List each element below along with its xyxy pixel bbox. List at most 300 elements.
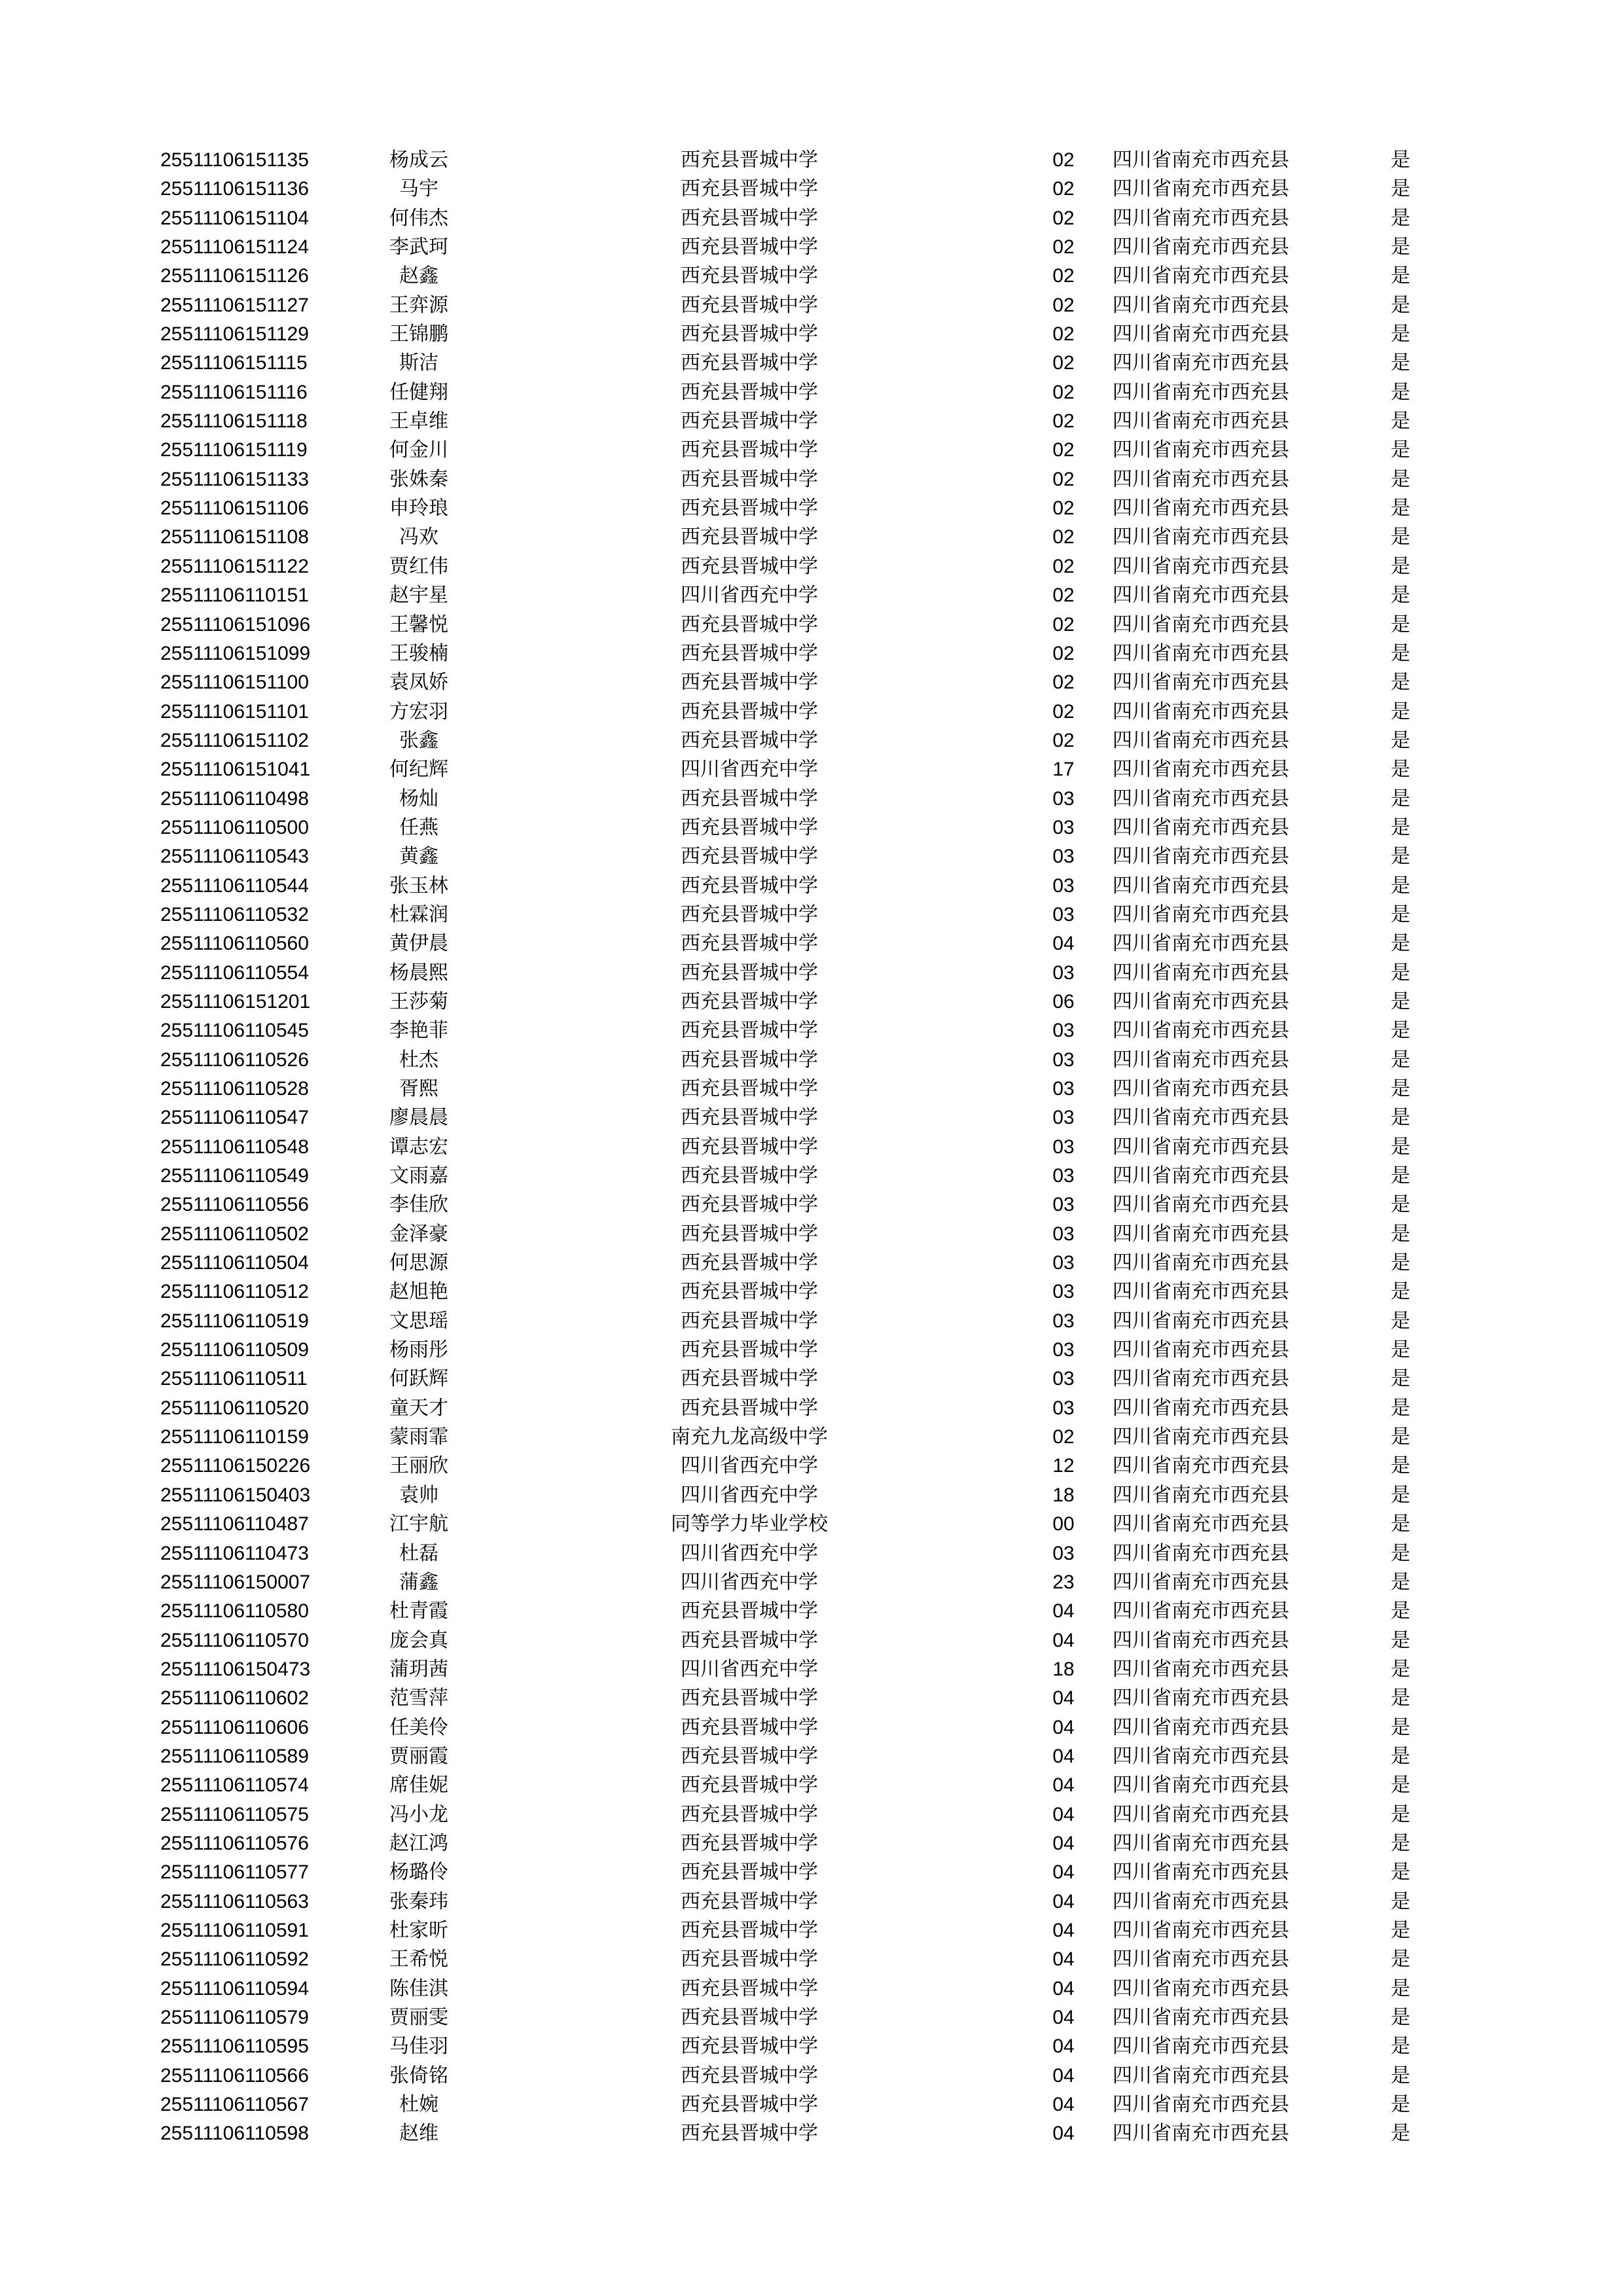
code-cell: 03 [1052, 1165, 1075, 1187]
flag-cell: 是 [1391, 1774, 1410, 1797]
exam-id-cell: 25511106150226 [160, 1455, 311, 1477]
flag-cell: 是 [1391, 932, 1410, 956]
region-cell: 四川省南充市西充县 [1113, 2093, 1289, 2117]
code-cell: 03 [1052, 1107, 1075, 1129]
school-cell: 西充县晋城中学 [681, 1715, 818, 1739]
name-cell: 张玉林 [389, 874, 448, 897]
table-row [0, 262, 1623, 291]
table-row [0, 2062, 1623, 2090]
flag-cell: 是 [1391, 1338, 1410, 1362]
school-cell: 西充县晋城中学 [681, 323, 818, 346]
exam-id-cell: 25511106110159 [160, 1426, 309, 1448]
code-cell: 04 [1052, 1687, 1075, 1710]
region-cell: 四川省南充市西充县 [1113, 177, 1289, 201]
flag-cell: 是 [1391, 787, 1410, 810]
code-cell: 03 [1052, 1223, 1075, 1245]
name-cell: 杨灿 [399, 787, 438, 810]
name-cell: 杜青霞 [389, 1600, 448, 1623]
exam-id-cell: 25511106110591 [160, 1919, 309, 1941]
exam-id-cell: 25511106110570 [160, 1629, 309, 1651]
region-cell: 四川省南充市西充县 [1113, 2064, 1289, 2087]
name-cell: 杜杰 [399, 1048, 438, 1071]
school-cell: 四川省西充中学 [681, 1657, 818, 1681]
school-cell: 四川省西充中学 [681, 584, 818, 607]
flag-cell: 是 [1391, 1628, 1410, 1652]
table-row [0, 494, 1623, 523]
flag-cell: 是 [1391, 410, 1410, 433]
flag-cell: 是 [1391, 1251, 1410, 1275]
code-cell: 00 [1052, 1513, 1075, 1535]
school-cell: 南充九龙高级中学 [671, 1426, 828, 1449]
flag-cell: 是 [1391, 1687, 1410, 1710]
exam-id-cell: 25511106151106 [160, 497, 309, 520]
table-row [0, 2003, 1623, 2032]
region-cell: 四川省南充市西充县 [1113, 1657, 1289, 1681]
code-cell: 04 [1052, 2064, 1075, 2087]
exam-id-cell: 25511106110520 [160, 1397, 309, 1419]
name-cell: 江宇航 [389, 1513, 448, 1536]
name-cell: 赵维 [399, 2122, 438, 2145]
name-cell: 袁凤娇 [389, 671, 448, 694]
flag-cell: 是 [1391, 526, 1410, 549]
region-cell: 四川省南充市西充县 [1113, 1831, 1289, 1855]
code-cell: 02 [1052, 497, 1075, 520]
school-cell: 四川省西充中学 [681, 1541, 818, 1565]
flag-cell: 是 [1391, 177, 1410, 201]
flag-cell: 是 [1391, 1164, 1410, 1188]
school-cell: 西充县晋城中学 [681, 1164, 818, 1188]
school-cell: 西充县晋城中学 [681, 2093, 818, 2117]
code-cell: 12 [1052, 1455, 1075, 1477]
school-cell: 西充县晋城中学 [681, 1744, 818, 1768]
code-cell: 03 [1052, 961, 1075, 984]
flag-cell: 是 [1391, 1513, 1410, 1536]
school-cell: 西充县晋城中学 [681, 990, 818, 1013]
school-cell: 西充县晋城中学 [681, 177, 818, 201]
region-cell: 四川省南充市西充县 [1113, 554, 1289, 578]
region-cell: 四川省南充市西充县 [1113, 816, 1289, 839]
name-cell: 李艳菲 [389, 1019, 448, 1043]
exam-id-cell: 25511106151127 [160, 294, 309, 316]
school-cell: 西充县晋城中学 [681, 2006, 818, 2029]
flag-cell: 是 [1391, 2093, 1410, 2117]
code-cell: 03 [1052, 787, 1075, 810]
region-cell: 四川省南充市西充县 [1113, 236, 1289, 259]
table-row [0, 1103, 1623, 1132]
region-cell: 四川省南充市西充县 [1113, 526, 1289, 549]
region-cell: 四川省南充市西充县 [1113, 323, 1289, 346]
region-cell: 四川省南充市西充县 [1113, 845, 1289, 869]
exam-id-cell: 25511106110512 [160, 1281, 309, 1303]
code-cell: 03 [1052, 1310, 1075, 1332]
flag-cell: 是 [1391, 467, 1410, 491]
table-row [0, 639, 1623, 668]
flag-cell: 是 [1391, 1861, 1410, 1884]
name-cell: 贾丽雯 [389, 2006, 448, 2029]
exam-id-cell: 25511106110576 [160, 1832, 309, 1854]
school-cell: 西充县晋城中学 [681, 351, 818, 375]
code-cell: 04 [1052, 1803, 1075, 1825]
name-cell: 陈佳淇 [389, 1977, 448, 2000]
region-cell: 四川省南充市西充县 [1113, 932, 1289, 956]
name-cell: 何金川 [389, 439, 448, 462]
region-cell: 四川省南充市西充县 [1113, 1048, 1289, 1071]
name-cell: 李佳欣 [389, 1193, 448, 1217]
table-row [0, 1858, 1623, 1887]
name-cell: 何纪辉 [389, 758, 448, 781]
school-cell: 西充县晋城中学 [681, 1309, 818, 1333]
flag-cell: 是 [1391, 1426, 1410, 1449]
school-cell: 西充县晋城中学 [681, 641, 818, 665]
table-row [0, 611, 1623, 639]
region-cell: 四川省南充市西充县 [1113, 1106, 1289, 1130]
table-row [0, 1191, 1623, 1219]
code-cell: 04 [1052, 1919, 1075, 1941]
school-cell: 西充县晋城中学 [681, 700, 818, 723]
exam-id-cell: 25511106151119 [160, 439, 308, 461]
name-cell: 王卓维 [389, 410, 448, 433]
exam-id-cell: 25511106110592 [160, 1948, 309, 1971]
exam-id-cell: 25511106110567 [160, 2094, 309, 2116]
flag-cell: 是 [1391, 1106, 1410, 1130]
school-cell: 西充县晋城中学 [681, 845, 818, 869]
exam-id-cell: 25511106151101 [160, 700, 309, 723]
school-cell: 西充县晋城中学 [681, 874, 818, 897]
exam-id-cell: 25511106110580 [160, 1600, 309, 1623]
flag-cell: 是 [1391, 351, 1410, 375]
exam-id-cell: 25511106110594 [160, 1977, 309, 2000]
flag-cell: 是 [1391, 2064, 1410, 2087]
region-cell: 四川省南充市西充县 [1113, 1861, 1289, 1884]
school-cell: 西充县晋城中学 [681, 1861, 818, 1884]
table-row [0, 1452, 1623, 1480]
region-cell: 四川省南充市西充县 [1113, 787, 1289, 810]
code-cell: 02 [1052, 584, 1075, 607]
exam-id-cell: 25511106110579 [160, 2007, 309, 2028]
region-cell: 四川省南充市西充县 [1113, 1193, 1289, 1217]
table-row [0, 929, 1623, 958]
table-row [0, 1510, 1623, 1539]
code-cell: 18 [1052, 1484, 1075, 1506]
region-cell: 四川省南充市西充县 [1113, 149, 1289, 171]
name-cell: 赵鑫 [399, 264, 438, 288]
table-row [0, 378, 1623, 407]
table-row [0, 1655, 1623, 1684]
exam-id-cell: 25511106110509 [160, 1339, 309, 1361]
flag-cell: 是 [1391, 1570, 1410, 1594]
flag-cell: 是 [1391, 1803, 1410, 1826]
school-cell: 西充县晋城中学 [681, 1977, 818, 2000]
table-row [0, 1162, 1623, 1191]
code-cell: 03 [1052, 903, 1075, 925]
exam-id-cell: 25511106110502 [160, 1223, 309, 1245]
exam-id-cell: 25511106151133 [160, 468, 309, 490]
table-row [0, 785, 1623, 814]
school-cell: 四川省西充中学 [681, 1454, 818, 1478]
name-cell: 王骏楠 [389, 641, 448, 665]
region-cell: 四川省南充市西充县 [1113, 1918, 1289, 1942]
flag-cell: 是 [1391, 1744, 1410, 1768]
school-cell: 西充县晋城中学 [681, 1106, 818, 1130]
region-cell: 四川省南充市西充县 [1113, 497, 1289, 520]
flag-cell: 是 [1391, 700, 1410, 723]
school-cell: 西充县晋城中学 [681, 1280, 818, 1304]
school-cell: 西充县晋城中学 [681, 526, 818, 549]
exam-id-cell: 25511106151116 [160, 381, 308, 403]
table-row [0, 2119, 1623, 2148]
flag-cell: 是 [1391, 2035, 1410, 2058]
code-cell: 03 [1052, 1049, 1075, 1071]
code-cell: 02 [1052, 526, 1075, 548]
name-cell: 马宇 [399, 177, 438, 201]
flag-cell: 是 [1391, 758, 1410, 781]
table-row [0, 1829, 1623, 1858]
school-cell: 西充县晋城中学 [681, 613, 818, 636]
school-cell: 西充县晋城中学 [681, 1367, 818, 1391]
flag-cell: 是 [1391, 1135, 1410, 1158]
exam-id-cell: 25511106150007 [160, 1571, 311, 1593]
name-cell: 冯欢 [399, 526, 438, 549]
exam-id-cell: 25511106151118 [160, 410, 308, 433]
region-cell: 四川省南充市西充县 [1113, 961, 1289, 984]
name-cell: 何伟杰 [389, 206, 448, 230]
name-cell: 袁帅 [399, 1483, 438, 1507]
table-row [0, 552, 1623, 581]
region-cell: 四川省南充市西充县 [1113, 613, 1289, 636]
school-cell: 西充县晋城中学 [681, 439, 818, 462]
code-cell: 04 [1052, 2094, 1075, 2116]
region-cell: 四川省南充市西充县 [1113, 1077, 1289, 1100]
table-row [0, 436, 1623, 465]
school-cell: 西充县晋城中学 [681, 1193, 818, 1217]
school-cell: 西充县晋城中学 [681, 1048, 818, 1071]
name-cell: 席佳妮 [389, 1774, 448, 1797]
code-cell: 03 [1052, 1397, 1075, 1419]
flag-cell: 是 [1391, 497, 1410, 520]
flag-cell: 是 [1391, 961, 1410, 984]
exam-id-cell: 25511106110563 [160, 1890, 309, 1912]
region-cell: 四川省南充市西充县 [1113, 1803, 1289, 1826]
exam-id-cell: 25511106151108 [160, 526, 309, 548]
table-row [0, 204, 1623, 233]
region-cell: 四川省南充市西充县 [1113, 1977, 1289, 2000]
school-cell: 西充县晋城中学 [681, 1918, 818, 1942]
region-cell: 四川省南充市西充县 [1113, 1019, 1289, 1043]
school-cell: 西充县晋城中学 [681, 1628, 818, 1652]
exam-id-cell: 25511106110554 [160, 961, 309, 984]
exam-id-cell: 25511106110528 [160, 1078, 309, 1100]
name-cell: 杨晨熙 [389, 961, 448, 984]
exam-id-cell: 25511106110519 [160, 1310, 309, 1332]
code-cell: 02 [1052, 149, 1075, 171]
region-cell: 四川省南充市西充县 [1113, 2035, 1289, 2058]
exam-id-cell: 25511106110473 [160, 1542, 309, 1564]
name-cell: 文雨嘉 [389, 1164, 448, 1188]
table-row [0, 1481, 1623, 1510]
table-row [0, 1568, 1623, 1597]
name-cell: 杜霖润 [389, 903, 448, 926]
table-row [0, 349, 1623, 378]
flag-cell: 是 [1391, 990, 1410, 1013]
exam-id-cell: 25511106110574 [160, 1774, 309, 1797]
exam-id-cell: 25511106110511 [160, 1368, 308, 1390]
region-cell: 四川省南充市西充县 [1113, 1774, 1289, 1797]
name-cell: 杜磊 [399, 1541, 438, 1565]
flag-cell: 是 [1391, 903, 1410, 926]
data-table [0, 146, 1623, 2149]
code-cell: 02 [1052, 265, 1075, 287]
name-cell: 何跃辉 [389, 1367, 448, 1391]
school-cell: 西充县晋城中学 [681, 264, 818, 288]
flag-cell: 是 [1391, 1193, 1410, 1217]
table-row [0, 1539, 1623, 1568]
exam-id-cell: 25511106151115 [160, 352, 308, 374]
school-cell: 西充县晋城中学 [681, 816, 818, 839]
school-cell: 西充县晋城中学 [681, 410, 818, 433]
region-cell: 四川省南充市西充县 [1113, 293, 1289, 317]
exam-id-cell: 25511106110602 [160, 1687, 309, 1710]
table-row [0, 1626, 1623, 1655]
flag-cell: 是 [1391, 845, 1410, 869]
exam-id-cell: 25511106110556 [160, 1194, 309, 1216]
name-cell: 任燕 [399, 816, 438, 839]
table-row [0, 291, 1623, 320]
region-cell: 四川省南充市西充县 [1113, 641, 1289, 665]
flag-cell: 是 [1391, 1454, 1410, 1478]
flag-cell: 是 [1391, 236, 1410, 259]
table-row [0, 698, 1623, 726]
school-cell: 西充县晋城中学 [681, 2035, 818, 2058]
region-cell: 四川省南充市西充县 [1113, 874, 1289, 897]
name-cell: 杨雨彤 [389, 1338, 448, 1362]
flag-cell: 是 [1391, 206, 1410, 230]
table-row [0, 407, 1623, 436]
code-cell: 02 [1052, 178, 1075, 200]
exam-id-cell: 25511106110543 [160, 846, 309, 868]
region-cell: 四川省南充市西充县 [1113, 1570, 1289, 1594]
exam-id-cell: 25511106151124 [160, 236, 309, 259]
exam-id-cell: 25511106110598 [160, 2123, 309, 2145]
code-cell: 02 [1052, 700, 1075, 723]
code-cell: 04 [1052, 933, 1075, 955]
name-cell: 庞会真 [389, 1628, 448, 1652]
region-cell: 四川省南充市西充县 [1113, 1396, 1289, 1420]
exam-id-cell: 25511106110606 [160, 1716, 309, 1738]
code-cell: 18 [1052, 1658, 1075, 1680]
name-cell: 王丽欣 [389, 1454, 448, 1478]
region-cell: 四川省南充市西充县 [1113, 1367, 1289, 1391]
name-cell: 张姝秦 [389, 467, 448, 491]
exam-id-cell: 25511106150473 [160, 1658, 311, 1680]
region-cell: 四川省南充市西充县 [1113, 728, 1289, 752]
code-cell: 04 [1052, 1890, 1075, 1912]
table-row [0, 1597, 1623, 1626]
school-cell: 西充县晋城中学 [681, 1803, 818, 1826]
table-row [0, 1133, 1623, 1162]
flag-cell: 是 [1391, 1309, 1410, 1333]
name-cell: 张鑫 [399, 728, 438, 752]
code-cell: 02 [1052, 439, 1075, 461]
region-cell: 四川省南充市西充县 [1113, 1251, 1289, 1275]
code-cell: 02 [1052, 613, 1075, 636]
code-cell: 04 [1052, 2123, 1075, 2145]
region-cell: 四川省南充市西充县 [1113, 1715, 1289, 1739]
flag-cell: 是 [1391, 1048, 1410, 1071]
region-cell: 四川省南充市西充县 [1113, 584, 1289, 607]
table-row [0, 1394, 1623, 1423]
name-cell: 王馨悦 [389, 613, 448, 636]
exam-id-cell: 25511106110566 [160, 2064, 309, 2087]
table-row [0, 1684, 1623, 1713]
table-row [0, 1016, 1623, 1045]
region-cell: 四川省南充市西充县 [1113, 903, 1289, 926]
table-row [0, 581, 1623, 610]
flag-cell: 是 [1391, 816, 1410, 839]
flag-cell: 是 [1391, 1890, 1410, 1913]
table-row [0, 755, 1623, 784]
name-cell: 李武珂 [389, 236, 448, 259]
code-cell: 03 [1052, 1281, 1075, 1303]
region-cell: 四川省南充市西充县 [1113, 700, 1289, 723]
name-cell: 王希悦 [389, 1948, 448, 1971]
code-cell: 02 [1052, 294, 1075, 316]
flag-cell: 是 [1391, 293, 1410, 317]
exam-id-cell: 25511106151136 [160, 178, 309, 200]
name-cell: 张倚铭 [389, 2064, 448, 2087]
code-cell: 04 [1052, 2036, 1075, 2058]
table-row [0, 1888, 1623, 1916]
code-cell: 23 [1052, 1571, 1075, 1593]
code-cell: 03 [1052, 1252, 1075, 1274]
flag-cell: 是 [1391, 1977, 1410, 2000]
name-cell: 谭志宏 [389, 1135, 448, 1158]
region-cell: 四川省南充市西充县 [1113, 1222, 1289, 1246]
exam-id-cell: 25511106150403 [160, 1484, 311, 1506]
school-cell: 西充县晋城中学 [681, 787, 818, 810]
flag-cell: 是 [1391, 1918, 1410, 1942]
flag-cell: 是 [1391, 1019, 1410, 1043]
name-cell: 冯小龙 [389, 1803, 448, 1826]
exam-id-cell: 25511106151129 [160, 323, 309, 346]
exam-id-cell: 25511106110560 [160, 933, 309, 955]
region-cell: 四川省南充市西充县 [1113, 439, 1289, 462]
flag-cell: 是 [1391, 613, 1410, 636]
name-cell: 赵江鸿 [389, 1831, 448, 1855]
code-cell: 03 [1052, 1339, 1075, 1361]
school-cell: 西充县晋城中学 [681, 467, 818, 491]
flag-cell: 是 [1391, 554, 1410, 578]
region-cell: 四川省南充市西充县 [1113, 1135, 1289, 1158]
exam-id-cell: 25511106110547 [160, 1107, 309, 1129]
code-cell: 03 [1052, 874, 1075, 897]
flag-cell: 是 [1391, 1948, 1410, 1971]
school-cell: 西充县晋城中学 [681, 1831, 818, 1855]
flag-cell: 是 [1391, 1367, 1410, 1391]
school-cell: 西充县晋城中学 [681, 293, 818, 317]
code-cell: 02 [1052, 1426, 1075, 1448]
name-cell: 王莎菊 [389, 990, 448, 1013]
name-cell: 杜婉 [399, 2093, 438, 2117]
school-cell: 西充县晋城中学 [681, 236, 818, 259]
school-cell: 西充县晋城中学 [681, 497, 818, 520]
exam-id-cell: 25511106110577 [160, 1861, 309, 1884]
school-cell: 西充县晋城中学 [681, 932, 818, 956]
code-cell: 02 [1052, 468, 1075, 490]
code-cell: 02 [1052, 555, 1075, 577]
exam-id-cell: 25511106110595 [160, 2036, 309, 2058]
flag-cell: 是 [1391, 728, 1410, 752]
name-cell: 何思源 [389, 1251, 448, 1275]
